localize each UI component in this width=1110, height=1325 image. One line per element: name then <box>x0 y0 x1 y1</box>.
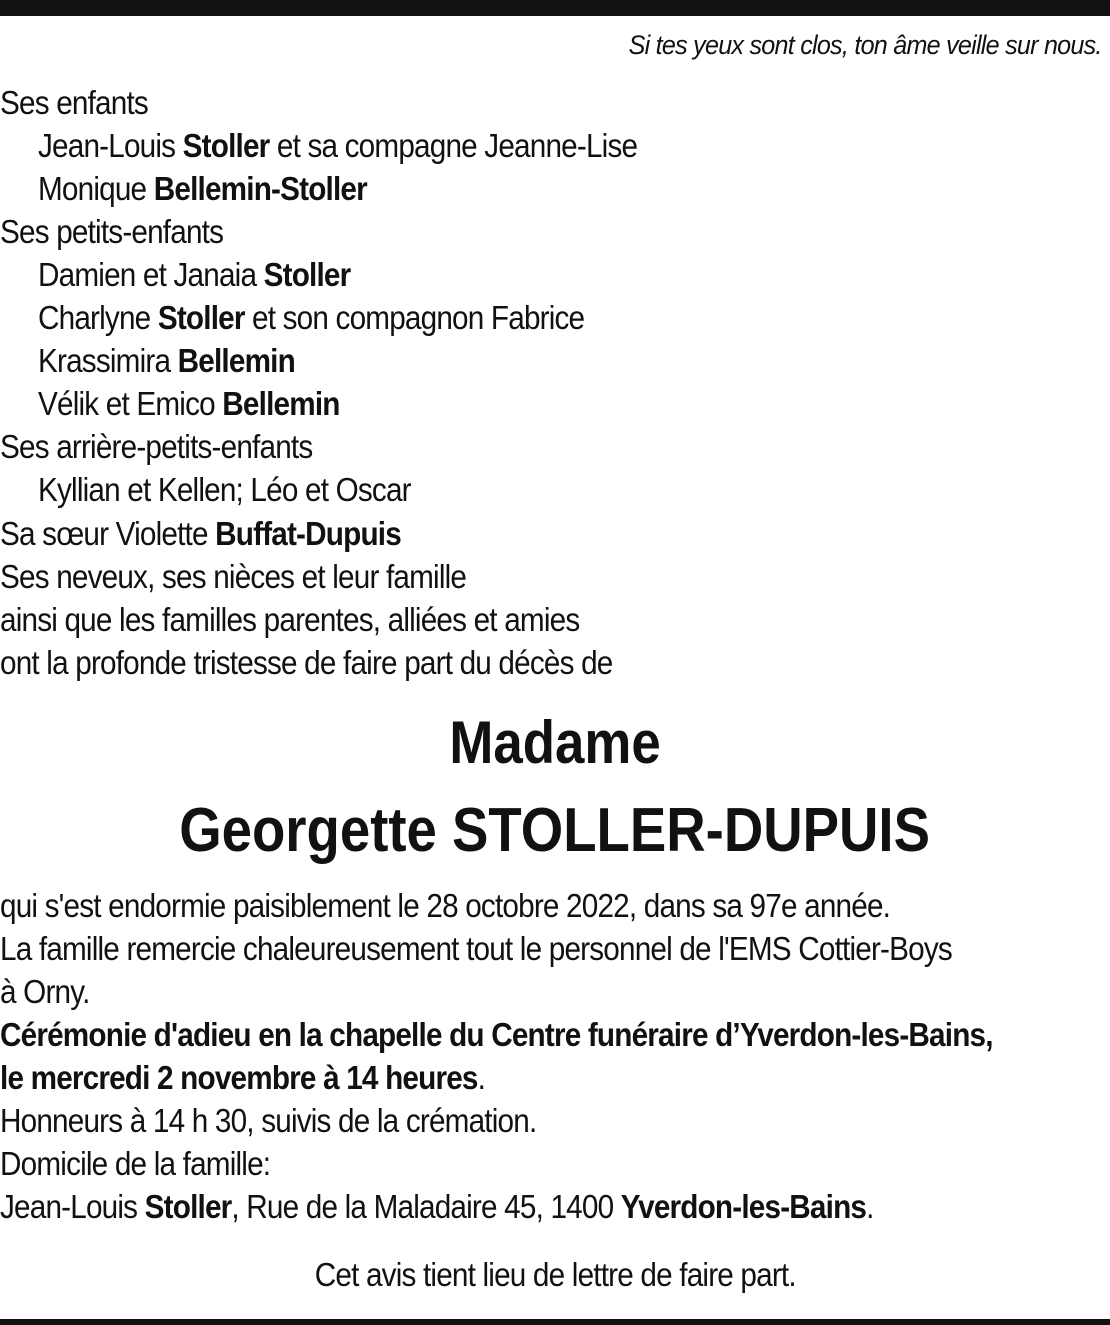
bottom-rule <box>0 1319 1110 1325</box>
grandchildren-heading: Ses petits-enfants <box>0 213 224 250</box>
deceased-name-text: Georgette STOLLER-DUPUIS <box>179 796 931 865</box>
domicile-last-name: Stoller <box>144 1188 232 1225</box>
passing-line: qui s'est endormie paisiblement le 28 octobre 2022, dans sa 97e année. <box>0 887 891 924</box>
domicile-street: , Rue de la Maladaire 45, 1400 <box>231 1188 614 1225</box>
child-entry <box>38 126 637 166</box>
relatives-line: ainsi que les familles parentes, alliées et amies <box>0 601 580 638</box>
grandchild-first-name: Damien et Janaia <box>38 256 257 293</box>
grandchild-last-name: Stoller <box>157 299 245 336</box>
announcement-line: ont la profonde tristesse de faire part du décès de <box>0 644 613 681</box>
great-grandchildren-names: Kyllian et Kellen; Léo et Oscar <box>38 471 411 508</box>
sister-last-name: Buffat-Dupuis <box>215 515 401 552</box>
grandchild-suffix: et son compagnon Fabrice <box>252 299 585 336</box>
grandchild-entry <box>38 341 295 381</box>
domicile-heading: Domicile de la famille: <box>0 1145 271 1182</box>
child-entry <box>38 169 367 209</box>
children-heading: Ses enfants <box>0 84 148 121</box>
epigraph: Si tes yeux sont clos, ton âme veille sur nous. <box>628 30 1102 60</box>
ceremony-period: . <box>477 1059 486 1096</box>
child-first-name: Jean-Louis <box>38 127 176 164</box>
ceremony-date-line <box>0 1058 485 1098</box>
nephews-line: Ses neveux, ses nièces et leur famille <box>0 558 467 595</box>
ceremony-text: Cérémonie d'adieu en la chapelle du Centre funéraire d’Yverdon-les-Bains, <box>0 1016 993 1053</box>
child-last-name: Stoller <box>182 127 270 164</box>
top-rule <box>0 0 1110 16</box>
great-grandchildren-heading: Ses arrière-petits-enfants <box>0 428 313 465</box>
domicile-city: Yverdon-les-Bains <box>620 1188 867 1225</box>
thanks-line: La famille remercie chaleureusement tout le personnel de l'EMS Cottier-Boys <box>0 930 952 967</box>
deceased-title <box>0 708 1110 778</box>
child-last-name: Bellemin-Stoller <box>153 170 367 207</box>
grandchild-first-name: Charlyne <box>38 299 151 336</box>
ceremony-date: le mercredi 2 novembre à 14 heures <box>0 1059 478 1096</box>
grandchild-entry <box>38 384 340 424</box>
sister-entry <box>0 514 401 554</box>
domicile-period: . <box>866 1188 874 1225</box>
grandchild-first-name: Vélik et Emico <box>38 385 215 422</box>
child-first-name: Monique <box>38 170 147 207</box>
child-suffix: et sa compagne Jeanne-Lise <box>276 127 638 164</box>
deceased-title-text: Madame <box>449 709 661 776</box>
thanks-line-continued: à Orny. <box>0 973 90 1010</box>
grandchild-entry <box>38 298 584 338</box>
grandchild-last-name: Bellemin <box>177 342 295 379</box>
closing-text: Cet avis tient lieu de lettre de faire part. <box>314 1256 796 1293</box>
domicile-first-name: Jean-Louis <box>0 1188 138 1225</box>
ceremony-line <box>0 1015 993 1055</box>
closing-note <box>0 1255 1110 1295</box>
grandchild-entry <box>38 255 350 295</box>
domicile-address <box>0 1187 874 1227</box>
honours-line: Honneurs à 14 h 30, suivis de la crémation. <box>0 1102 537 1139</box>
grandchild-first-name: Krassimira <box>38 342 171 379</box>
grandchild-last-name: Bellemin <box>222 385 340 422</box>
deceased-name <box>0 795 1110 867</box>
sister-prefix: Sa sœur Violette <box>0 515 208 552</box>
grandchild-last-name: Stoller <box>263 256 351 293</box>
